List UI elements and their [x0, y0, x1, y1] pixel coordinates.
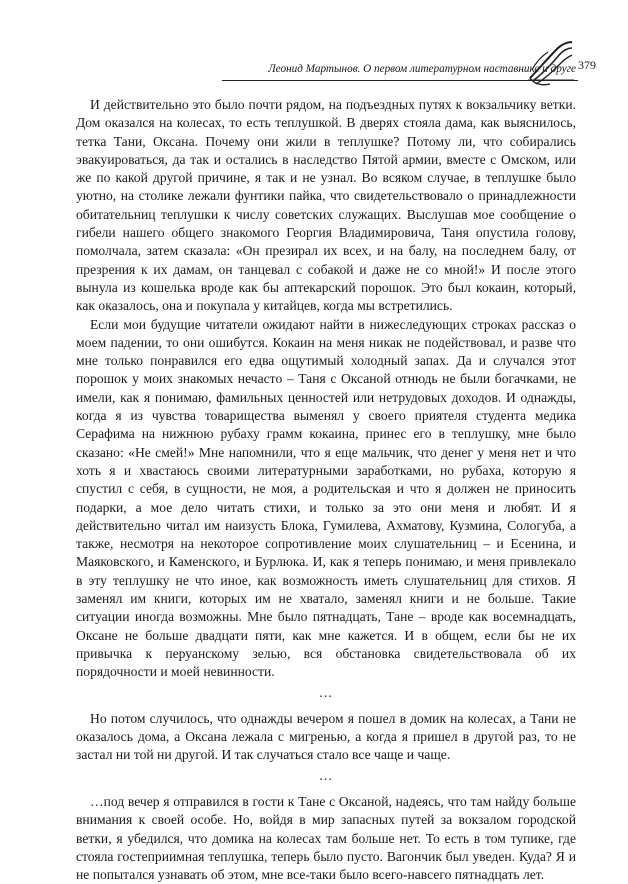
section-separator: … [318, 684, 334, 700]
feather-swirl-icon [528, 40, 574, 88]
header-rule [222, 80, 578, 81]
running-title: Леонид Мартынов. О первом литературном наставнике и друге [268, 63, 576, 75]
body-text [76, 96, 576, 884]
paragraph: Если мои будущие читатели ожидают найти в нижеследующих строках рассказ о моем падении, то они ошибутся. Кокаин на меня никак не подействовал, и разве что мне только понравился его едва ощутимый холодный запах. Да и случался этот порошок у моих знакомых нечасто – Таня с Оксаной отнюдь не были богачками, не имели, как я понимаю, фамильных ценностей или нетрудовых доходов. И однажды, когда я из чувства товарищества выменял у своего приятеля студента медика Серафима на нижнюю рубаху грамм кокаина, принес его в теплушку, мне было сказано: «Не смей!» Мне напомнили, что я еще мальчик, что денег у меня нет и что хоть я и хвастаюсь своими литературными заработками, но рубаха, которую я спустил с себя, в сущности, не моя, а родительская и что я должен не приносить подарки, а мое дело читать стихи, и только за это они меня и любят. И я действительно читал им наизусть Блока, Гумилева, Ахматову, Кузмина, Сологуба, а также, несмотря на некоторое сопротивление моих слушательниц – и Есенина, и Маяковского, и Каменского, и Бурлюка. И, как я теперь понимаю, и меня привлекало в эту теплушку не что иное, как возможность иметь слушательниц для стихов. Я заменял им книги, которых им не хватало, заменял книги и не больше. Такие ситуации иногда возможны. Мне было пятнадцать, Тане – вроде как восемнадцать, Оксане не больше двадцати пяти, как мне кажется. И в общем, если бы не их привычка к перуанскому зелью, вся обстановка свидетельствовала об их порядочности и моей невинности. [76, 316, 576, 680]
paragraph: …под вечер я отправился в гости к Тане с Оксаной, надеясь, что там найду больше внимания к своей особе. Но, войдя в мир запасных путей за вокзалом городской ветки, я убедился, что домика на колесах там больше нет. То есть в том тупике, где стояла гостеприимная теплушка, теперь было пусто. Вагончик был уведен. Куда? Я и не попытался узнавать об этом, мне все-таки было всего-навсего пятнадцать лет. [76, 793, 576, 883]
section-separator: … [318, 767, 334, 783]
page-header [0, 0, 628, 90]
page-number: 379 [578, 58, 596, 72]
paragraph: Но потом случилось, что однажды вечером я пошел в домик на колесах, а Тани не оказалось дома, а Оксана лежала с мигренью, а когда я пришел в другой раз, то не застал ни той ни другой. И так случаться стало все чаще и чаще. [76, 710, 576, 763]
paragraph: И действительно это было почти рядом, на подъездных путях к вокзальчику ветки. Дом оказался на колесах, то есть теплушкой. В дверях стояла дама, как выяснилось, тетка Тани, Оксана. Почему они жили в теплушке? Потому ли, что собирались эвакуироваться, да так и остались в наследство Пятой армии, вместе с Омском, или же по какой другой причине, я так и не узнал. Во всяком случае, в теплушке было уютно, на столике лежали фунтики пайка, что свидетельствовало о принадлежности обитательниц теплушки к числу советских служащих. Выслушав мое сообщение о гибели нашего общего знакомого Георгия Владимировича, Таня опустила голову, помолчала, затем сказала: «Он презирал их всех, и на балу, на последнем балу, от презрения к их дамам, он танцевал с собакой и даже не со мной!» И после этого вынула из кошелька вроде как бы аптекарский порошок. Это был кокаин, который, как оказалось, она и покупала у китайцев, когда мы встретились. [76, 97, 576, 314]
